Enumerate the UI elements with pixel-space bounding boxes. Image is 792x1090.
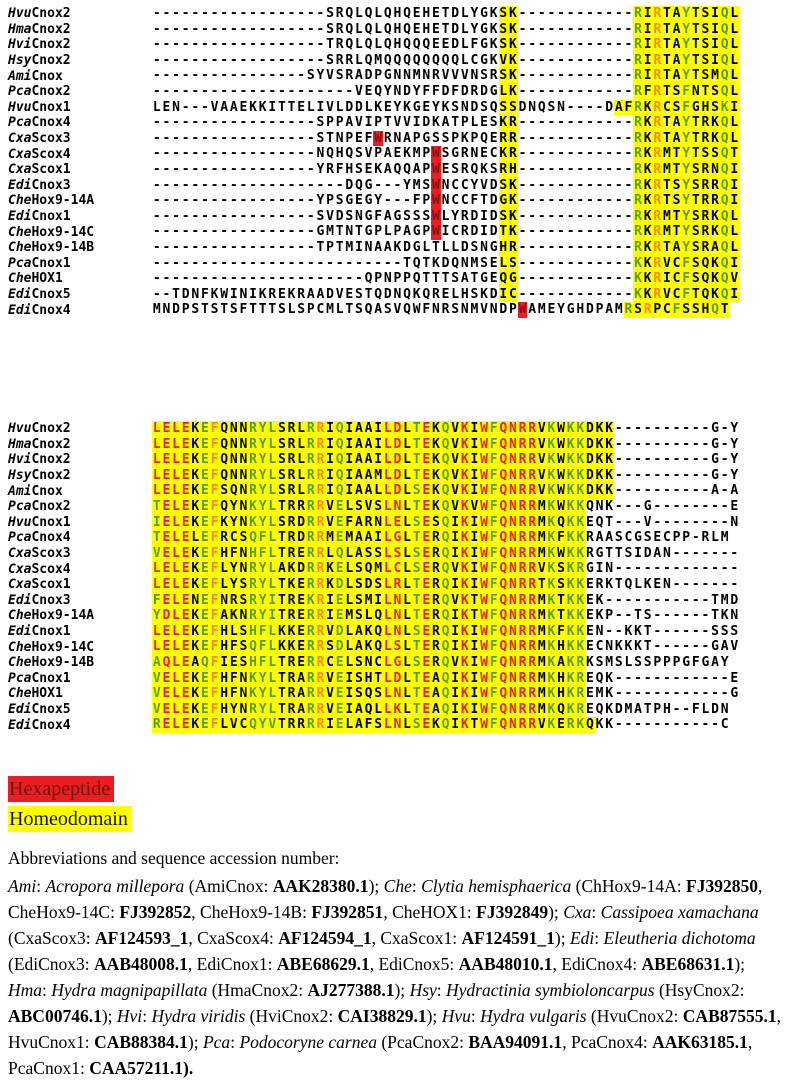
sequence-name: AmiCnox — [8, 68, 63, 84]
alignment-row — [0, 37, 739, 53]
sequence-name: HmaCnox2 — [8, 436, 71, 452]
alignment-row — [0, 84, 739, 100]
alignment-row — [0, 639, 739, 655]
sequence-name: CheHox9-14C — [8, 639, 95, 655]
sequence: L E L E K E F H F S Q F L K K E R R S D L A K Q L S L T E R Q I K I W F Q N R R M K H K K E C N K K K T - - - - - - G A V — [152, 639, 739, 655]
legend-homeodomain: Homeodomain — [8, 806, 132, 832]
sequence: L E L E K E F Q N N R Y L S R L R R I Q I A A I L D L T E K Q V K I W F Q N R R V K W K K D K K - - - - - - - - - - G - Y — [152, 436, 739, 452]
alignment-row — [0, 671, 739, 687]
sequence: - - - - - - - - - - - - - - - - - N Q H Q S V P A E K M P W S G R N E C K R - - - - - - - - - - - - R K R M T Y T S S Q T — [152, 146, 739, 162]
alignment-row — [0, 53, 739, 69]
alignment-row — [0, 483, 739, 499]
sequence: V E L E K E F H F N H F L T R E R R L Q L A S S L S L S E R Q I K I W F Q N R R M K W K K R G T T S I D A N - - - - - - - — [152, 545, 739, 561]
sequence-name: EdiCnox4 — [8, 302, 71, 318]
alignment-row — [0, 561, 739, 577]
alignment-row — [0, 240, 739, 256]
sequence: F E L E N E F N R S R Y I T R E K R I E L S M I L N L T E R Q V K T W F Q N R R M K T K K E K - - - - - - - - - - - T M D — [152, 592, 739, 608]
alignment-row — [0, 624, 739, 640]
sequence-name: CxaScox4 — [8, 146, 71, 162]
sequence: - - - - - - - - - - - - - - - - - - - - - - - - - - T Q T K D Q N M S E L S - - - - - - - - - - - - K K R V C F S Q K Q I — [152, 255, 739, 271]
sequence-name: EdiCnox5 — [8, 286, 71, 302]
sequence-name: CheHox9-14A — [8, 608, 95, 624]
sequence-name: PcaCnox2 — [8, 84, 71, 100]
sequence: V E L E K E F H Y N R Y L T R A R R V E I A Q L L K L T E A Q I K I W F Q N R R M K Q K R E Q K D M A T P H - - F L D N — [152, 701, 729, 717]
sequence: L E L E K E F L Y S R Y L T K E R R K D L S D S L R L T E R Q I K I W F Q N R R T K S K K E R K T Q L K E N - - - - - - - — [152, 576, 739, 592]
alignment-row — [0, 100, 739, 116]
alignment-row — [0, 608, 739, 624]
legend — [8, 776, 132, 836]
sequence-name: HsyCnox2 — [8, 53, 71, 69]
alignment-row — [0, 271, 739, 287]
alignment-row — [0, 162, 739, 178]
alignment-row — [0, 593, 739, 609]
sequence-name: HvuCnox1 — [8, 514, 71, 530]
alignment-row — [0, 256, 739, 272]
sequence-name: HviCnox2 — [8, 452, 71, 468]
sequence: L E L E K E F Q N N R Y L S R L R R I Q I A A I L D L T E K Q V K I W F Q N R R V K W K K D K K - - - - - - - - - - G - Y — [152, 421, 739, 436]
alignment-row — [0, 655, 739, 671]
sequence-name: EdiCnox3 — [8, 592, 71, 608]
notes — [8, 845, 786, 1081]
sequence: - - - - - - - - - - - - - - - - - - S R Q L Q L Q H Q E H E T D L Y G K S K - - - - - - - - - - - - R I R T A Y T S I Q L — [152, 6, 739, 21]
sequence: - - - - - - - - - - - - - - - - - - - - - - Q P N P P Q T T T S A T G E Q G - - - - - - - - - - - - K K R I C F S Q K Q V — [152, 271, 739, 287]
alignment-row — [0, 546, 739, 562]
sequence: L E L E K E F L Y N R Y L A K D R R K E L S Q M L C L S E R Q V K I W F Q N R R V K S K R G I N - - - - - - - - - - - - - — [152, 561, 739, 577]
sequence: - - - - - - - - - - - - - - - - - T P T M I N A A K D G L T L L D S N G H R - - - - - - - - - - - - R K R T A Y S R A Q L — [152, 239, 739, 255]
sequence: - - - - - - - - - - - - - - - - S Y V S R A D P G N N M N R V V V N S R S K - - - - - - - - - - - - R I R T A Y T S M Q L — [152, 68, 739, 84]
alignment-row — [0, 452, 739, 468]
alignment-row — [0, 287, 739, 303]
sequence-name: CheHox9-14B — [8, 240, 95, 256]
alignment-row — [0, 131, 739, 147]
sequence: M N D P S T S T S F T T T S L S P C M L T S Q A S V Q W F N R S N M V N D P W A M E Y G H D P A M R S R P C F S S H Q T — [152, 302, 729, 318]
alignment-row — [0, 224, 739, 240]
sequence: - - - - - - - - - - - - - - - - - - S R Q L Q L Q H Q E H E T D L Y G K S K - - - - - - - - - - - - R I R T A Y T S I Q L — [152, 21, 739, 37]
sequence-name: PcaCnox4 — [8, 115, 71, 131]
sequence-name: CxaScox1 — [8, 577, 71, 593]
alignment-row — [0, 717, 739, 733]
sequence: - - - - - - - - - - - - - - - - - S P P A V I P T V V I D K A T P L E S K R - - - - - - - - - - - - R K R T A Y T R K Q L — [152, 115, 739, 131]
sequence: - - - - - - - - - - - - - - - - - - - - - V E Q Y N D Y F F D F D R D G L K - - - - - - - - - - - - R F R T S F N T S Q L — [152, 83, 739, 99]
sequence-name: PcaCnox1 — [8, 255, 71, 271]
alignment-row — [0, 209, 739, 225]
alignment-row — [0, 146, 739, 162]
sequence: Y D L E K E F A K N R Y I T R E R R I E M S L Q L N L T E R Q I K T W F Q N R R M K T K K E K P - - T S - - - - - - T K N — [152, 608, 739, 624]
sequence-name: PcaCnox4 — [8, 530, 71, 546]
sequence-name: CxaScox3 — [8, 546, 71, 562]
sequence: L E L E K E F Q N N R Y L S R L R R I Q I A A I L D L T E K Q V K I W F Q N R R V K W K K D K K - - - - - - - - - - G - Y — [152, 452, 739, 468]
sequence-name: HvuCnox2 — [8, 6, 71, 22]
alignment-row — [0, 115, 739, 131]
sequence: - - - - - - - - - - - - - - - - - - - - D Q G - - - Y M S W N C C Y V D S K - - - - - - - - - - - - R K R T S Y S R R Q I — [152, 177, 739, 193]
sequence: L E L E K E F H L S H F L K K E R R V D L A K Q L N L S E R Q I K I W F Q N R R M K F K K E N - - K K T - - - - - - S S S — [152, 623, 739, 639]
alignment-row — [0, 68, 739, 84]
sequence-name: EdiCnox1 — [8, 624, 71, 640]
sequence: L E L E K E F S Q N R Y L S R L R R I Q I A A L L D L S E K Q V K I W F Q N R R V K W K K D K K - - - - - - - - - - A - A — [152, 483, 739, 499]
sequence: - - - - - - - - - - - - - - - - - - S R R L Q M Q Q Q Q Q Q Q Q L C G K V K - - - - - - - - - - - - R I R T A Y T S I Q L — [152, 52, 739, 68]
sequence-name: PcaCnox2 — [8, 499, 71, 515]
sequence: - - - - - - - - - - - - - - - - - Y P S G E G Y - - - F P W N C C F T D G K - - - - - - - - - - - - R K R T S Y T R R Q I — [152, 193, 739, 209]
sequence-name: HviCnox2 — [8, 37, 71, 53]
alignment-row — [0, 577, 739, 593]
sequence: - - - - - - - - - - - - - - - - - S T N P E F W R N A P G S S P K P Q E R R - - - - - - - - - - - - R K R T A Y T R K Q L — [152, 130, 739, 146]
sequence-name: CheHox9-14C — [8, 224, 95, 240]
sequence: V E L E K E F H F N K Y L T R A R R V E I S Q S L N L T E A Q I K I W F Q N R R M K H K R E M K - - - - - - - - - - - - G — [152, 686, 739, 702]
alignment-block-homeodomain — [0, 421, 739, 733]
sequence: V E L E K E F H F N K Y L T R A R R V E I S H T L D L T E A Q I K I W F Q N R R M K H K R E Q K - - - - - - - - - - - - E — [152, 670, 739, 686]
sequence-name: EdiCnox4 — [8, 717, 71, 733]
sequence: L E L E K E F Q N N R Y L S R L R R I Q I A A M L D L T E K Q V K I W F Q N R R V K W K K D K K - - - - - - - - - - G - Y — [152, 467, 739, 483]
alignment-row — [0, 6, 739, 22]
alignment-row — [0, 437, 739, 453]
sequence: - - - - - - - - - - - - - - - - - - T R Q L Q L Q H Q Q Q E E D L F G K S K - - - - - - - - - - - - R I R T A Y T S I Q L — [152, 37, 739, 53]
alignment-row — [0, 702, 739, 718]
sequence-name: HvuCnox1 — [8, 99, 71, 115]
alignment-row — [0, 468, 739, 484]
alignment-row — [0, 530, 739, 546]
sequence-name: PcaCnox1 — [8, 670, 71, 686]
alignment-row — [0, 421, 739, 437]
sequence-name: AmiCnox — [8, 483, 63, 499]
alignment-row — [0, 515, 739, 531]
sequence-name: CxaScox1 — [8, 162, 71, 178]
sequence-name: CheHOX1 — [8, 686, 63, 702]
sequence-name: EdiCnox3 — [8, 177, 71, 193]
sequence: A Q L E A Q F I E S H F L T R E R R C E L S N C L G L S E R Q V K I W F Q N R R M K A K R K S M S L S S P P P G F G A Y — [152, 654, 729, 670]
sequence-name: EdiCnox1 — [8, 209, 71, 225]
sequence-name: CheHox9-14B — [8, 655, 95, 671]
sequence-name: HmaCnox2 — [8, 21, 71, 37]
sequence-name: CxaScox3 — [8, 131, 71, 147]
sequence: I E L E K E F K Y N K Y L S R D R R V E F A R N L E L S E S Q I K I W F Q N R R M K Q K K E Q T - - - V - - - - - - - - N — [152, 514, 739, 530]
sequence: T E L E K E F Q Y N K Y L T R R R R V E L S V S L N L T E K Q V K V W F Q N R R M K W K K Q N K - - - G - - - - - - - - E — [152, 498, 739, 514]
sequence: T E L E L E F R C S Q F L T R D R R M E M A A I L G L T E R Q I K I W F Q N R R M K F K K R A A S C G S E C P P - R L M — [152, 530, 729, 546]
sequence-name: HsyCnox2 — [8, 468, 71, 484]
sequence-name: CheHox9-14A — [8, 193, 95, 209]
sequence-name: EdiCnox5 — [8, 701, 71, 717]
notes-heading: Abbreviations and sequence accession number: — [8, 848, 340, 868]
alignment-row — [0, 686, 739, 702]
sequence: - - - - - - - - - - - - - - - - - Y R F H S E K A Q Q A P W E S R Q K S R H - - - - - - - - - - - - R K R M T Y S R N Q I — [152, 161, 739, 177]
sequence: R E L E K E F L V C Q Y V T R R R R I E L A F S L N L S E K Q I K T W F Q N R R V K E R K Q K K - - - - - - - - - - - C — [152, 717, 729, 733]
alignment-row — [0, 193, 739, 209]
legend-hexapeptide: Hexapeptide — [8, 776, 114, 802]
sequence-name: HvuCnox2 — [8, 421, 71, 437]
alignment-row — [0, 22, 739, 38]
alignment-row — [0, 499, 739, 515]
alignment-row — [0, 302, 739, 318]
sequence-name: CxaScox4 — [8, 561, 71, 577]
alignment-block-nterminal — [0, 6, 739, 318]
sequence: L E N - - - V A A E K K I T T E L I V L D D L K E Y K G E Y K S N D S Q S S D N Q S N - - - - D A F R K R C S F G H S K I — [152, 99, 739, 115]
sequence: - - T D N F K W I N I K R E K R A A D V E S T Q D N Q K Q R E L H S K D I C - - - - - - - - - - - - K K R V C F T Q K Q I — [152, 286, 739, 302]
sequence: - - - - - - - - - - - - - - - - - G M T N T G P L P A G P W I C R D I D T K - - - - - - - - - - - - R K R M T Y S R K Q L — [152, 224, 739, 240]
sequence-name: CheHOX1 — [8, 271, 63, 287]
alignment-row — [0, 178, 739, 194]
notes-paragraph: Ami: Acropora millepora (AmiCnox: AAK28380.1); Che: Clytia hemisphaerica (ChHox9-14A: FJ392850, CheHox9-14C: FJ392852, CheHox9-14B: FJ392851, CheHOX1: FJ392849); Cxa: Cassipoea xamachana (CxaScox3: AF124593_1, CxaScox4: AF124594_1, CxaScox1: AF124591_1); Edi: Eleutheria dichotoma (EdiCnox3: AAB48008.1, EdiCnox1: ABE68629.1, EdiCnox5: AAB48010.1, EdiCnox4: ABE68631.1); Hma: Hydra magnipapillata (HmaCnox2: AJ277388.1); Hsy: Hydractinia symbioloncarpus (HsyCnox2: ABC00746.1); Hvi: Hydra viridis (HviCnox2: CAI38829.1); Hvu: Hydra vulgaris (HvuCnox2: CAB87555.1, HvuCnox1: CAB88384.1); Pca: Podocoryne carnea (PcaCnox2: BAA94091.1, PcaCnox4: AAK63185.1, PcaCnox1: CAA57211.1). — [8, 876, 781, 1078]
sequence: - - - - - - - - - - - - - - - - - S V D S N G F A G S S S W L Y R D I D S K - - - - - - - - - - - - R K R M T Y S R K Q L — [152, 208, 739, 224]
